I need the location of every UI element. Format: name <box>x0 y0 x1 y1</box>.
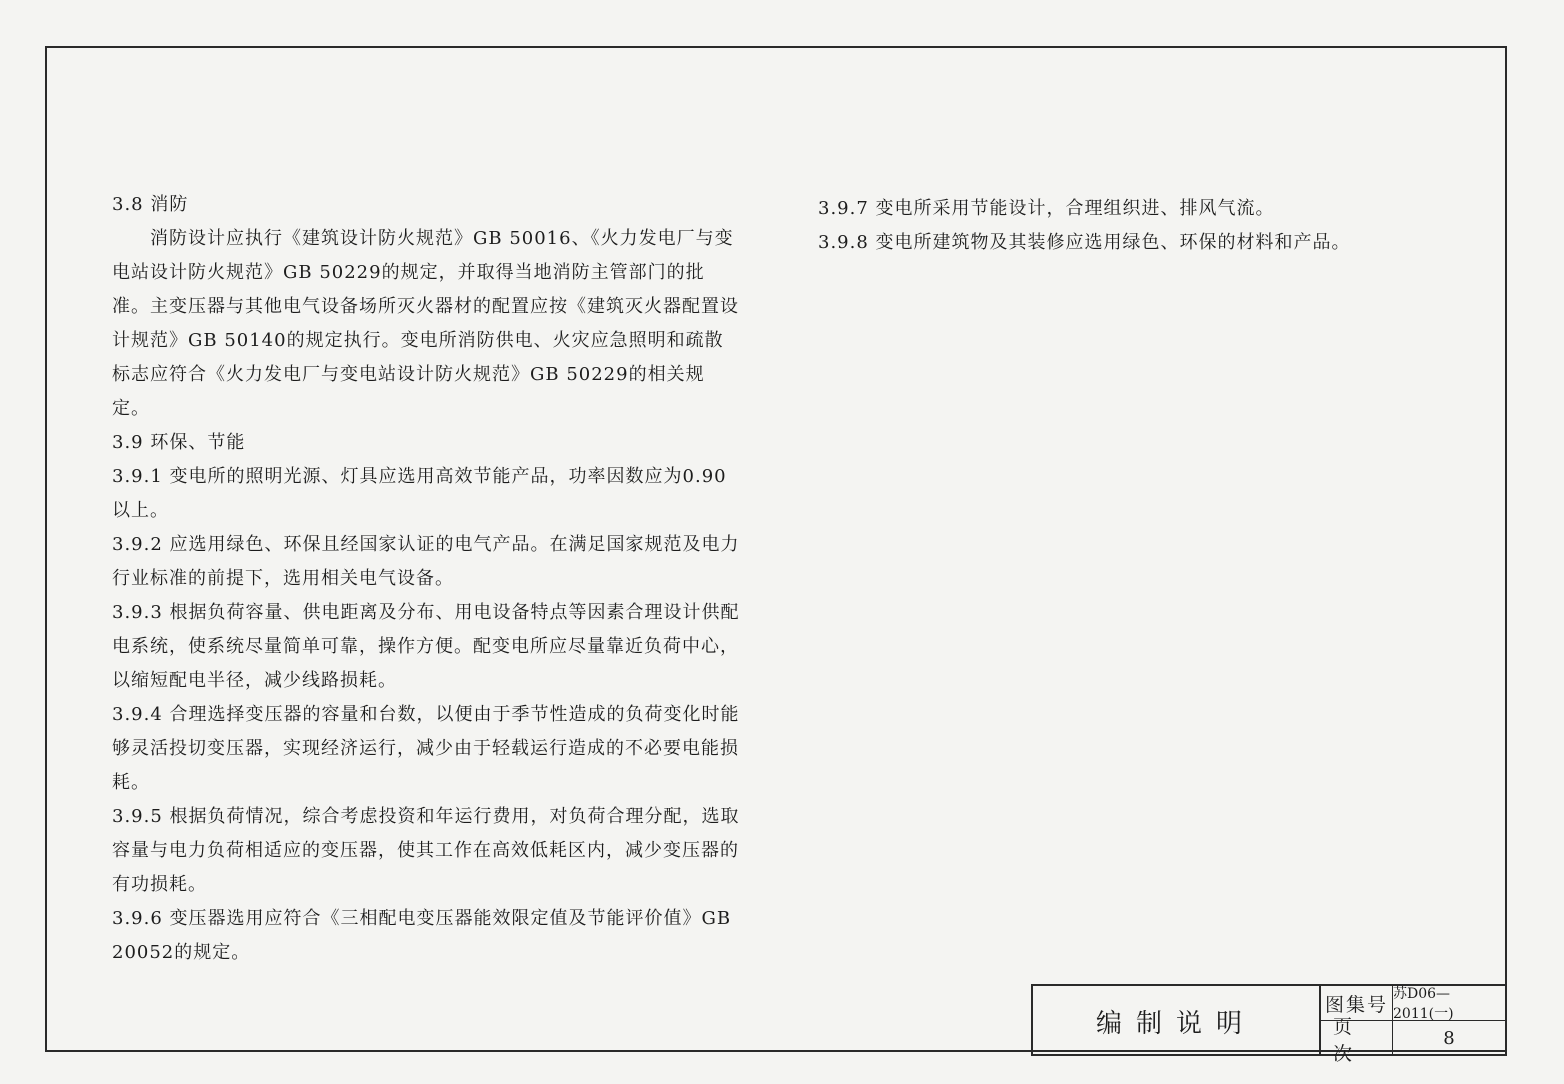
clause-3-9-1: 3.9.1 变电所的照明光源、灯具应选用高效节能产品，功率因数应为0.90以上。 <box>112 466 727 521</box>
right-text-column <box>818 192 1458 260</box>
page-number-label: 页次 <box>1321 1021 1393 1056</box>
clause-3-9-4: 3.9.4 合理选择变压器的容量和台数，以便由于季节性造成的负荷变化时能够灵活投切变压器，实现经济运行，减少由于轻载运行造成的不必要电能损耗。 <box>112 704 740 793</box>
left-text-column <box>112 188 742 970</box>
clause-3-9-5: 3.9.5 根据负荷情况，综合考虑投资和年运行费用，对负荷合理分配，选取容量与电力负荷相适应的变压器，使其工作在高效低耗区内，减少变压器的有功损耗。 <box>112 806 740 895</box>
clause-3-9-3: 3.9.3 根据负荷容量、供电距离及分布、用电设备特点等因素合理设计供配电系统，使系统尽量简单可靠，操作方便。配变电所应尽量靠近负荷中心，以缩短配电半径，减少线路损耗。 <box>112 602 740 691</box>
clause-3-9-7: 3.9.7 变电所采用节能设计，合理组织进、排风气流。 <box>818 198 1275 219</box>
sheet-title: 编制说明 <box>1033 986 1321 1056</box>
paragraph-fire-protection: 消防设计应执行《建筑设计防火规范》GB 50016、《火力发电厂与变电站设计防火规范》GB 50229的规定，并取得当地消防主管部门的批准。主变压器与其他电气设备场所灭火器材的配置应按《建筑灭火器配置设计规范》GB 50140的规定执行。变电所消防供电、火灾应急照明和疏散标志应符合《火力发电厂与变电站设计防火规范》GB 50229的相关规定。 <box>112 228 739 419</box>
section-heading-3-8: 3.8 消防 <box>112 194 189 215</box>
clause-3-9-6: 3.9.6 变压器选用应符合《三相配电变压器能效限定值及节能评价值》GB 20052的规定。 <box>112 908 732 963</box>
atlas-number-label: 图集号 <box>1321 986 1393 1021</box>
clause-3-9-2: 3.9.2 应选用绿色、环保且经国家认证的电气产品。在满足国家规范及电力行业标准的前提下，选用相关电气设备。 <box>112 534 740 589</box>
page-number-value: 8 <box>1443 1028 1455 1049</box>
section-heading-3-9: 3.9 环保、节能 <box>112 432 246 453</box>
clause-3-9-8: 3.9.8 变电所建筑物及其装修应选用绿色、环保的材料和产品。 <box>818 232 1351 253</box>
title-block <box>1031 984 1507 1065</box>
atlas-number-value: 苏D06—2011(一) <box>1393 986 1505 1021</box>
